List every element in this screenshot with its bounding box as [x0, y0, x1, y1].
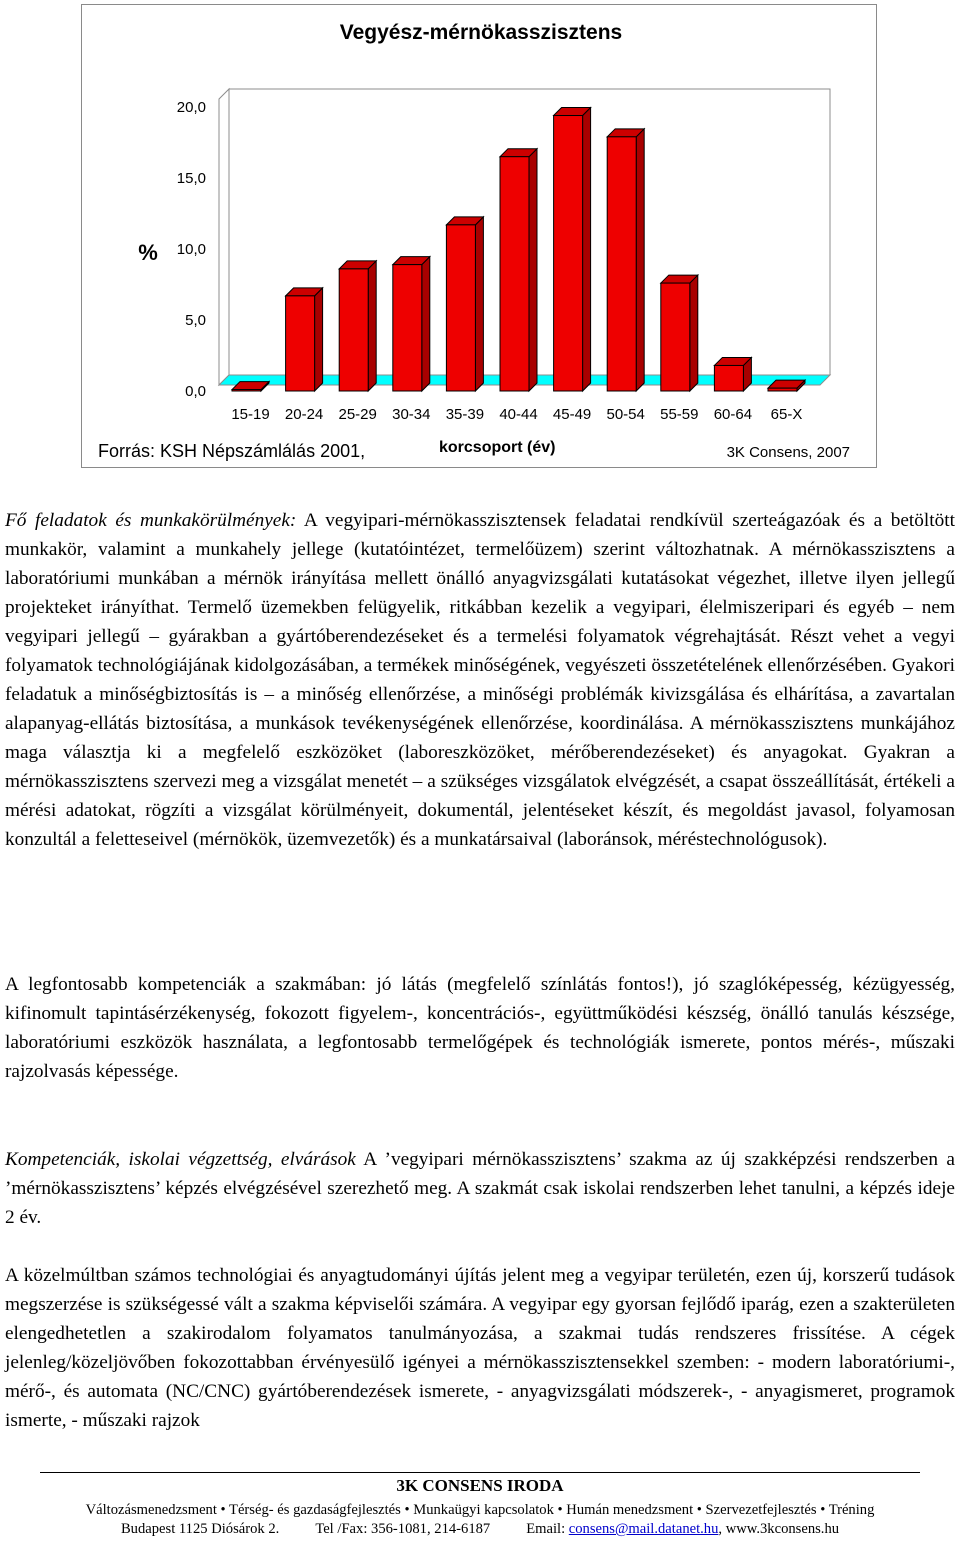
- bar: [714, 357, 751, 391]
- bar: [393, 257, 430, 391]
- x-tick-label: 30-34: [392, 406, 431, 423]
- paragraph-education: [5, 1145, 955, 1232]
- footer-email-link[interactable]: consens@mail.datanet.hu: [568, 1521, 719, 1537]
- bar: [286, 288, 323, 391]
- bar: [446, 217, 483, 391]
- footer-email-label: Email:: [526, 1521, 569, 1537]
- bar: [339, 261, 376, 391]
- paragraph-duties: [5, 506, 955, 854]
- chart-title: Vegyész-mérnökasszisztens: [339, 21, 623, 44]
- footer-divider: [40, 1472, 920, 1473]
- bar-side: [422, 257, 430, 391]
- x-tick-label: 55-59: [660, 406, 699, 423]
- bar-front: [554, 116, 583, 391]
- bar-front: [714, 365, 743, 391]
- x-tick-label: 45-49: [552, 406, 592, 423]
- y-tick-label: 10,0: [176, 241, 206, 258]
- y-tick-label: 0,0: [185, 383, 206, 400]
- x-tick-label: 20-24: [284, 406, 324, 423]
- footer-contact: [0, 1521, 960, 1538]
- bar-front: [607, 137, 636, 391]
- bar: [661, 275, 698, 391]
- x-tick-label: 60-64: [713, 406, 753, 423]
- bar-side: [315, 288, 323, 391]
- bar-front: [286, 296, 315, 391]
- y-tick-label: 15,0: [176, 170, 206, 187]
- bar-side: [368, 261, 376, 391]
- bar-front: [661, 283, 690, 391]
- x-tick-label: 65-X: [770, 406, 803, 423]
- bar-side: [583, 108, 591, 391]
- bar: [500, 149, 537, 391]
- bar: [554, 108, 591, 391]
- bar-front: [446, 225, 475, 391]
- footer-title: 3K CONSENS IRODA: [396, 1476, 564, 1495]
- x-tick-label: 40-44: [499, 406, 538, 423]
- education-text: A ’vegyipari mérnökasszisztens’ szakma az új szakképzési rendszerben a ’mérnökasszisztens’ képzés elvégzésével szerezhető meg. A szakmát csak iskolai rendszerben lehet tanulni, a képzés ideje 2 év.: [5, 1149, 955, 1228]
- x-tick-label: 35-39: [445, 406, 485, 423]
- bar-front: [393, 265, 422, 391]
- y-tick-label: 20,0: [176, 99, 206, 116]
- bar-side: [636, 129, 644, 391]
- duties-heading: Fő feladatok és munkakörülmények:: [5, 510, 297, 531]
- x-tick-label: 50-54: [606, 406, 645, 423]
- footer-web: , www.3kconsens.hu: [718, 1521, 840, 1537]
- bar-front: [232, 390, 261, 391]
- paragraph-competencies: A legfontosabb kompetenciák a szakmában: jó látás (megfelelő színlátás fontos!), jó szaglóképesség, kézügyesség, kifinomult tapintásérzékenység, fokozott figyelem-, koncentrációs-, együttműködési készség, önálló tanulás készsége, laboratóriumi eszközök használata, a legfontosabb termelőgépek és technológiák ismerete, pontos mérés-, műszaki rajzolvasás képessége.: [5, 974, 955, 1082]
- education-heading: Kompetenciák, iskolai végzettség, elvárások: [5, 1149, 356, 1170]
- duties-text: A vegyipari-mérnökasszisztensek feladatai rendkívül szerteágazóak és a betöltött munkakör, valamint a munkahely jellege (kutatóintézet, termelőüzem) szerint változhatnak. A mérnökasszisztens a laboratóriumi munkában a mérnök irányítása mellett önálló anyagvizsgálati kutatásokat végezhet, illetve ilyen jellegű projekteket irányíthat. Termelő üzemekben felügyelik, ritkábban kezelik a vegyipari, élelmiszeripari és egyéb – nem vegyipari jellegű – gyárakban a gyártóberendezéseket és a termelési folyamatok végrehajtását. Részt vehet a vegyi folyamatok technológiájának kidolgozásában, a termékek minőségének, vegyészeti összetételének ellenőrzésében. Gyakori feladatuk a minőségbiztosítás is – a minőség ellenőrzése, a minőségi problémák kivizsgálása és elhárítása, a zavartalan alapanyag-ellátás biztosítása, a munkások tevékenységének ellenőrzése, koordinálása. A mérnökasszisztens munkájához maga választja ki a megfelelő eszközöket (laboreszközöket, mérőberendezéseket) és anyagokat. Gyakran a mérnökasszisztens szervezi meg a vizsgálat menetét – a szükséges vizsgálatok elvégzését, a csapat összeállítását, értékeli a mérési adatokat, rögzíti a vizsgálat körülményeit, dokumentál, jelentéseket készít, és megoldást javasol, folyamosan konzultál a feletteseivel (mérnökök, üzemvezetők) és a munkatársaival (laboránsok, méréstechnológusok).: [5, 510, 955, 850]
- plot-side-wall: [219, 89, 229, 385]
- chart-panel: [81, 4, 877, 468]
- paragraph-trends: A közelmúltban számos technológiai és anyagtudományi újítás jelent meg a vegyipar területén, ezen új, korszerű tudások megszerzése is szükségessé vált a szakma képviselői számára. A vegyipar egy gyorsan fejlődő iparág, ezen a szakterületen elengedhetetlen a szakirodalom folyamatos tanulmányozása, a szakmai tudás rendszeres frissítése. A cégek jelenleg/közeljövőben fokozottabban érvényesülő igényei a mérnökasszisztensekkel szemben: - modern laboratóriumi-, mérő-, és automata (NC/CNC) gyártóberendezések ismerete, - anyagvizsgálati módszerek-, - anyagismeret, programok ismerte, - műszaki rajzok: [5, 1265, 955, 1431]
- bar-front: [500, 157, 529, 391]
- footer-services: Változásmenedzsment • Térség- és gazdaságfejlesztés • Munkaügyi kapcsolatok • Humán menedzsment • Szervezetfejlesztés • Tréning: [85, 1502, 875, 1518]
- bar-chart: [82, 5, 878, 469]
- x-axis-label: korcsoport (év): [439, 439, 556, 456]
- y-axis-label: %: [138, 240, 158, 265]
- bar-side: [690, 275, 698, 391]
- bar-front: [768, 388, 797, 391]
- bar-side: [475, 217, 483, 391]
- source-note: Forrás: KSH Népszámlálás 2001,: [98, 441, 366, 461]
- bar-front: [339, 269, 368, 391]
- footer-address: Budapest 1125 Diósárok 2.: [120, 1521, 280, 1537]
- bar: [607, 129, 644, 391]
- x-tick-label: 15-19: [231, 406, 270, 423]
- bar-side: [529, 149, 537, 391]
- credit-note: 3K Consens, 2007: [726, 444, 850, 461]
- footer-phone: Tel /Fax: 356-1081, 214-6187: [315, 1521, 491, 1537]
- y-tick-label: 5,0: [185, 312, 206, 329]
- x-tick-label: 25-29: [338, 406, 377, 423]
